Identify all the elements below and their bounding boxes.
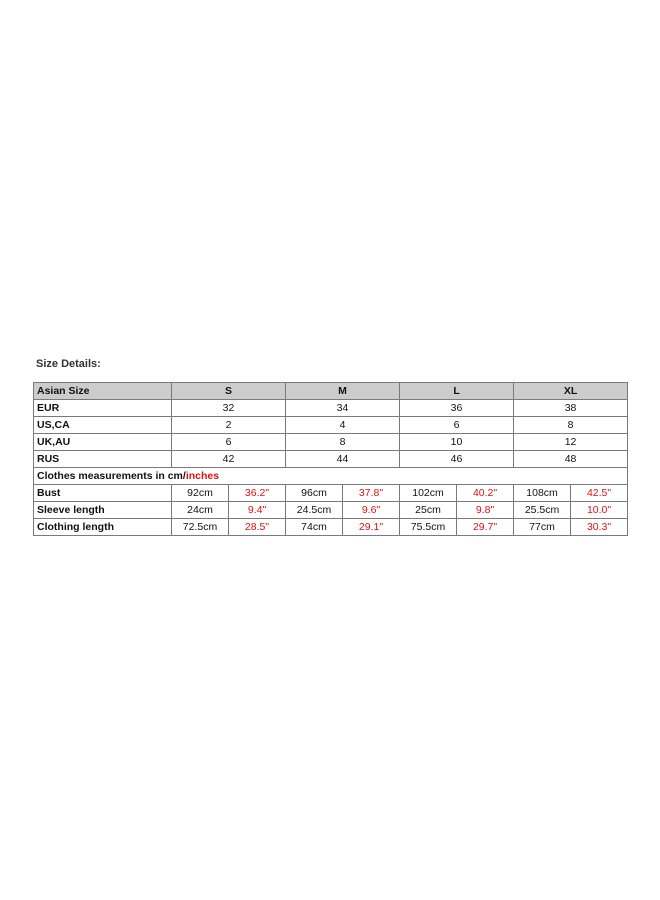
table-cell: 36 (400, 400, 514, 417)
header-size-m: M (286, 383, 400, 400)
inch-cell: 40.2" (457, 485, 514, 502)
table-cell: 4 (286, 417, 400, 434)
cm-cell: 74cm (286, 519, 343, 536)
table-cell: 8 (286, 434, 400, 451)
row-label: Sleeve length (34, 502, 172, 519)
table-cell: 46 (400, 451, 514, 468)
table-cell: 6 (172, 434, 286, 451)
header-size-xl: XL (514, 383, 628, 400)
inch-cell: 30.3" (571, 519, 628, 536)
table-row (34, 400, 628, 417)
table-cell: 38 (514, 400, 628, 417)
row-label: UK,AU (34, 434, 172, 451)
cm-cell: 77cm (514, 519, 571, 536)
table-cell: 2 (172, 417, 286, 434)
cm-cell: 25.5cm (514, 502, 571, 519)
inch-cell: 29.1" (343, 519, 400, 536)
table-cell: 48 (514, 451, 628, 468)
table-cell: 12 (514, 434, 628, 451)
section-row (34, 468, 628, 485)
cm-cell: 72.5cm (172, 519, 229, 536)
row-label: EUR (34, 400, 172, 417)
table-row (34, 502, 628, 519)
header-size-l: L (400, 383, 514, 400)
table-row (34, 519, 628, 536)
page-title: Size Details: (36, 358, 101, 370)
inch-cell: 29.7" (457, 519, 514, 536)
table-cell: 44 (286, 451, 400, 468)
inch-cell: 36.2" (229, 485, 286, 502)
cm-cell: 25cm (400, 502, 457, 519)
row-label: Clothing length (34, 519, 172, 536)
table-row (34, 485, 628, 502)
inch-cell: 9.8" (457, 502, 514, 519)
inch-cell: 28.5" (229, 519, 286, 536)
inch-cell: 9.4" (229, 502, 286, 519)
cm-cell: 108cm (514, 485, 571, 502)
table-header-row (34, 383, 628, 400)
cm-cell: 75.5cm (400, 519, 457, 536)
table-cell: 42 (172, 451, 286, 468)
row-label: US,CA (34, 417, 172, 434)
table-row (34, 417, 628, 434)
section-heading (34, 468, 628, 485)
size-chart-table (33, 382, 628, 536)
table-cell: 6 (400, 417, 514, 434)
table-cell: 34 (286, 400, 400, 417)
header-label: Asian Size (34, 383, 172, 400)
section-heading-suffix: inches (185, 470, 220, 482)
table-cell: 32 (172, 400, 286, 417)
cm-cell: 24cm (172, 502, 229, 519)
inch-cell: 10.0" (571, 502, 628, 519)
table-row (34, 434, 628, 451)
header-size-s: S (172, 383, 286, 400)
cm-cell: 102cm (400, 485, 457, 502)
inch-cell: 37.8" (343, 485, 400, 502)
inch-cell: 42.5" (571, 485, 628, 502)
cm-cell: 96cm (286, 485, 343, 502)
cm-cell: 92cm (172, 485, 229, 502)
cm-cell: 24.5cm (286, 502, 343, 519)
table-cell: 10 (400, 434, 514, 451)
row-label: Bust (34, 485, 172, 502)
table-row (34, 451, 628, 468)
table-cell: 8 (514, 417, 628, 434)
row-label: RUS (34, 451, 172, 468)
section-heading-prefix: Clothes measurements in cm/ (37, 470, 186, 482)
inch-cell: 9.6" (343, 502, 400, 519)
